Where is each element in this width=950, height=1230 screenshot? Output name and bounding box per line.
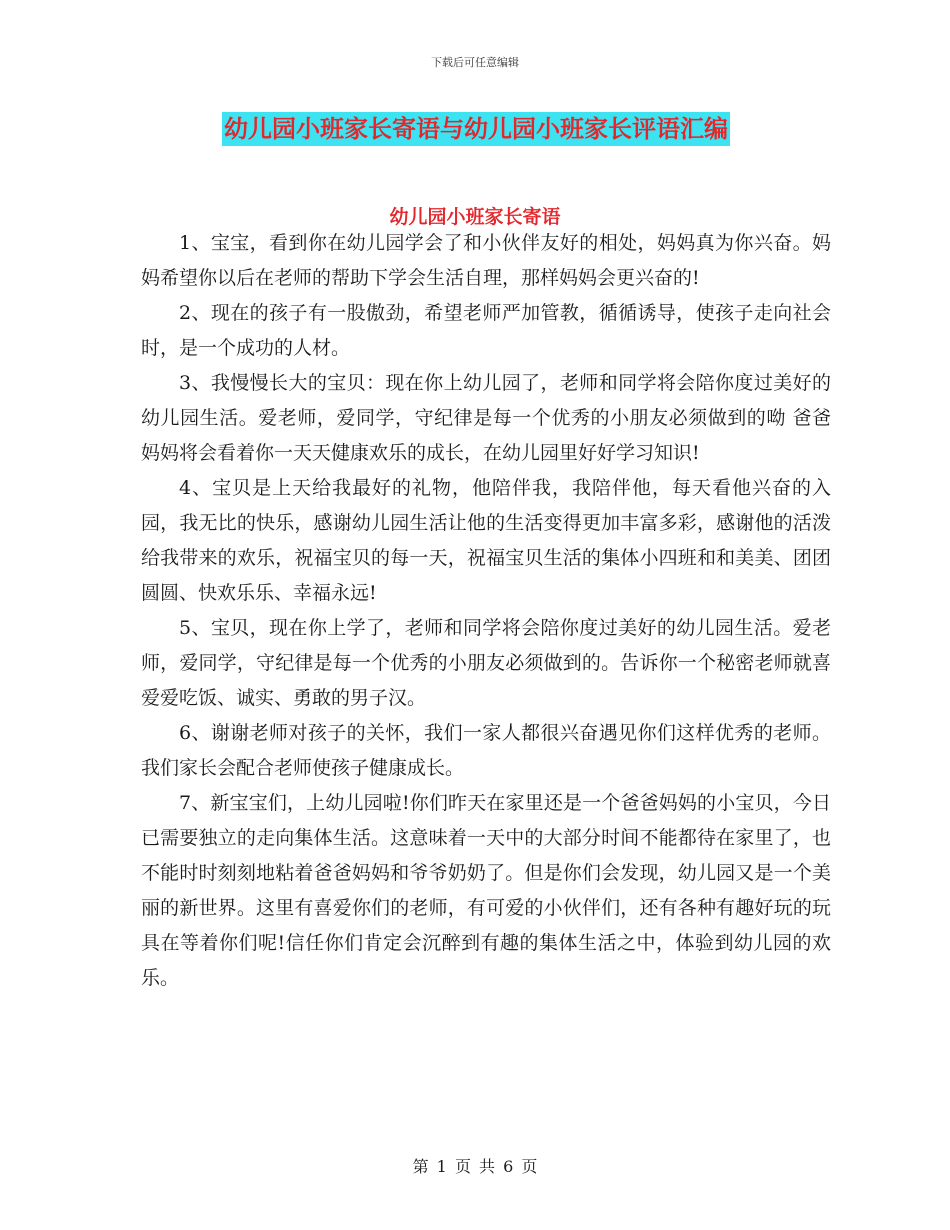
paragraph-5: 5、宝贝，现在你上学了，老师和同学将会陪你度过美好的幼儿园生活。爱老师，爱同学，守纪律是每一个优秀的小朋友必须做到的。告诉你一个秘密老师就喜爱爱吃饭、诚实、勇敢的男子汉。 <box>141 617 831 709</box>
document-body <box>141 226 831 996</box>
document-title: 幼儿园小班家长寄语与幼儿园小班家长评语汇编 <box>222 112 730 146</box>
paragraph-2: 2、现在的孩子有一股傲劲，希望老师严加管教，循循诱导，使孩子走向社会时，是一个成功的人材。 <box>141 302 831 359</box>
page-header-note: 下载后可任意编辑 <box>431 56 519 69</box>
paragraph-4: 4、宝贝是上天给我最好的礼物，他陪伴我，我陪伴他，每天看他兴奋的入园，我无比的快乐，感谢幼儿园生活让他的生活变得更加丰富多彩，感谢他的活泼给我带来的欢乐，祝福宝贝的每一天，祝福宝贝生活的集体小四班和和美美、团团圆圆、快欢乐乐、幸福永远! <box>141 477 831 604</box>
paragraph-7: 7、新宝宝们，上幼儿园啦!你们昨天在家里还是一个爸爸妈妈的小宝贝，今日已需要独立的走向集体生活。这意味着一天中的大部分时间不能都待在家里了，也不能时时刻刻地粘着爸爸妈妈和爷爷奶奶了。但是你们会发现，幼儿园又是一个美丽的新世界。这里有喜爱你们的老师，有可爱的小伙伴们，还有各种有趣好玩的玩具在等着你们呢!信任你们肯定会沉醉到有趣的集体生活之中，体验到幼儿园的欢乐。 <box>141 792 831 989</box>
paragraph-3: 3、我慢慢长大的宝贝：现在你上幼儿园了，老师和同学将会陪你度过美好的幼儿园生活。爱老师，爱同学，守纪律是每一个优秀的小朋友必须做到的呦 爸爸妈妈将会看着你一天天健康欢乐的成长，在幼儿园里好好学习知识! <box>141 372 831 464</box>
paragraph-6: 6、谢谢老师对孩子的关怀，我们一家人都很兴奋遇见你们这样优秀的老师。我们家长会配合老师使孩子健康成长。 <box>141 722 831 779</box>
section-title: 幼儿园小班家长寄语 <box>389 206 561 228</box>
page-footer: 第 1 页 共 6 页 <box>412 1157 538 1176</box>
paragraph-1: 1、宝宝，看到你在幼儿园学会了和小伙伴友好的相处，妈妈真为你兴奋。妈妈希望你以后在老师的帮助下学会生活自理，那样妈妈会更兴奋的! <box>141 232 831 289</box>
